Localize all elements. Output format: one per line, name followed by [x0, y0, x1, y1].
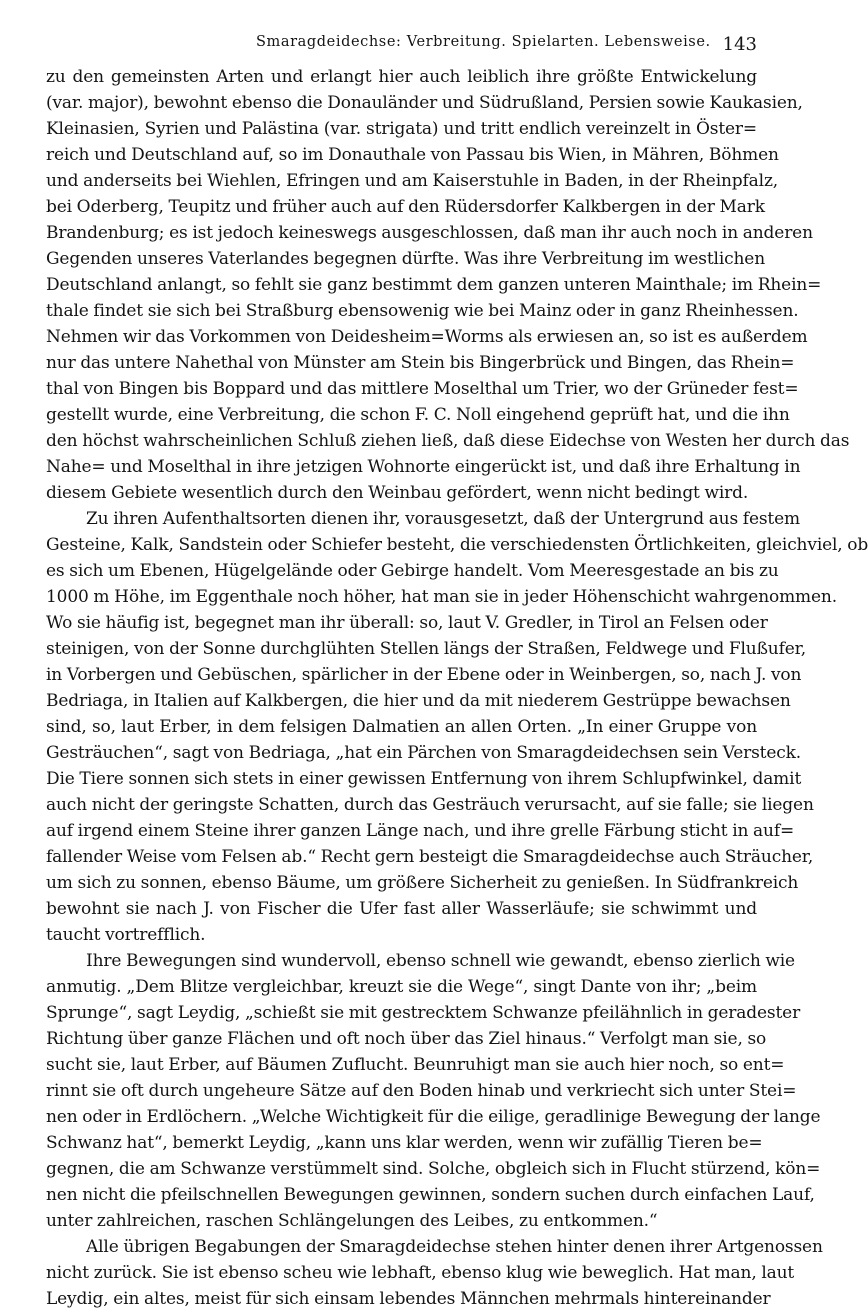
paragraph: [46, 506, 868, 948]
text-line: Leydig, ein altes, meist für sich einsam lebendes Männchen mehrmals hintereinander: [46, 1289, 771, 1309]
text-line: Ihre Bewegungen sind wundervoll, ebenso schnell wie gewandt, ebenso zierlich wie: [86, 951, 795, 971]
text-line: rinnt sie oft durch ungeheure Sätze auf den Boden hinab und verkriecht sich unter Stei=: [46, 1081, 797, 1101]
text-line: Richtung über ganze Flächen und oft noch über das Ziel hinaus.“ Verfolgt man sie, so: [46, 1029, 767, 1049]
text-line: Wo sie häufig ist, begegnet man ihr überall: so, laut V. Gredler, in Tirol an Felsen oder: [46, 613, 768, 633]
text-line: nur das untere Nahethal von Münster am Stein bis Bingerbrück und Bingen, das Rhein=: [46, 353, 795, 373]
text-line: steinigen, von der Sonne durchglühten Stellen längs der Straßen, Feldwege und Flußufer,: [46, 639, 807, 659]
text-line: Schwanz hat“, bemerkt Leydig, „kann uns klar werden, wenn wir zufällig Tieren be=: [46, 1133, 763, 1153]
text-line: auf irgend einem Steine ihrer ganzen Länge nach, und ihre grelle Färbung sticht in auf=: [46, 821, 795, 841]
text-line: bewohnt sie nach J. von Fischer die Ufer fast aller Wasserläufe; sie schwimmt und: [46, 899, 757, 919]
text-line: es sich um Ebenen, Hügelgelände oder Gebirge handelt. Vom Meeresgestade an bis zu: [46, 561, 779, 581]
text-line: auch nicht der geringste Schatten, durch das Gesträuch verursacht, auf sie falle; sie liegen: [46, 795, 814, 815]
text-line: um sich zu sonnen, ebenso Bäume, um größere Sicherheit zu genießen. In Südfrankreich: [46, 873, 799, 893]
text-line: Kleinasien, Syrien und Palästina (var. strigata) und tritt endlich vereinzelt in Öster=: [46, 119, 757, 139]
text-line: 1000 m Höhe, im Eggenthale noch höher, hat man sie in jeder Höhenschicht wahrgenommen.: [46, 587, 837, 607]
text-line: anmutig. „Dem Blitze vergleichbar, kreuzt sie die Wege“, singt Dante von ihr; „beim: [46, 977, 757, 997]
text-line: taucht vortrefflich.: [46, 925, 206, 945]
text-line: gestellt wurde, eine Verbreitung, die schon F. C. Noll eingehend geprüft hat, und die ihn: [46, 405, 790, 425]
text-line: sind, so, laut Erber, in dem felsigen Dalmatien an allen Orten. „In einer Gruppe von: [46, 717, 757, 737]
text-line: nen oder in Erdlöchern. „Welche Wichtigkeit für die eilige, geradlinige Bewegung der lange: [46, 1107, 821, 1127]
text-line: Gegenden unseres Vaterlandes begegnen dürfte. Was ihre Verbreitung im westlichen: [46, 249, 766, 269]
text-line: gegnen, die am Schwanze verstümmelt sind. Solche, obgleich sich in Flucht stürzend, kön=: [46, 1159, 821, 1179]
text-line: nen nicht die pfeilschnellen Bewegungen gewinnen, sondern suchen durch einfachen Lauf,: [46, 1185, 815, 1205]
text-line: reich und Deutschland auf, so im Donauthale von Passau bis Wien, in Mähren, Böhmen: [46, 145, 779, 165]
text-line: bei Oderberg, Teupitz und früher auch auf den Rüdersdorfer Kalkbergen in der Mark: [46, 197, 765, 217]
body-text: [46, 64, 868, 1312]
paragraph: [46, 1234, 823, 1312]
text-line: Gesträuchen“, sagt von Bedriaga, „hat ein Pärchen von Smaragdeidechsen sein Versteck.: [46, 743, 802, 763]
text-line: fallender Weise vom Felsen ab.“ Recht gern besteigt die Smaragdeidechse auch Sträucher,: [46, 847, 814, 867]
text-line: in Vorbergen und Gebüschen, spärlicher in der Ebene oder in Weinbergen, so, nach J. von: [46, 665, 802, 685]
text-line: unter zahlreichen, raschen Schlängelungen des Leibes, zu entkommen.“: [46, 1211, 658, 1231]
text-line: (var. major), bewohnt ebenso die Donauländer und Südrußland, Persien sowie Kaukasien,: [46, 93, 803, 113]
running-head: Smaragdeidechse: Verbreitung. Spielarten. Lebensweise.: [256, 34, 711, 50]
text-line: Bedriaga, in Italien auf Kalkbergen, die hier und da mit niederem Gestrüppe bewachsen: [46, 691, 791, 711]
text-line: den höchst wahrscheinlichen Schluß ziehen ließ, daß diese Eidechse von Westen her durch das: [46, 431, 850, 451]
paragraph: [46, 948, 821, 1234]
text-line: Brandenburg; es ist jedoch keineswegs ausgeschlossen, daß man ihr auch noch in anderen: [46, 223, 813, 243]
text-line: Zu ihren Aufenthaltsorten dienen ihr, vorausgesetzt, daß der Untergrund aus festem: [86, 509, 800, 529]
text-line: nicht zurück. Sie ist ebenso scheu wie lebhaft, ebenso klug wie beweglich. Hat man, laut: [46, 1263, 795, 1283]
text-line: Die Tiere sonnen sich stets in einer gewissen Entfernung von ihrem Schlupfwinkel, damit: [46, 769, 802, 789]
text-line: Alle übrigen Begabungen der Smaragdeidechse stehen hinter denen ihrer Artgenossen: [86, 1237, 823, 1257]
text-line: Gesteine, Kalk, Sandstein oder Schiefer besteht, die verschiedensten Örtlichkeiten, gleichviel, ob: [46, 535, 868, 555]
page-number: 143: [722, 34, 757, 55]
paragraph: [46, 64, 850, 506]
page-header: [46, 0, 757, 64]
text-line: diesem Gebiete wesentlich durch den Weinbau gefördert, wenn nicht bedingt wird.: [46, 483, 749, 503]
text-line: thal von Bingen bis Boppard und das mittlere Moselthal um Trier, wo der Grüneder fest=: [46, 379, 799, 399]
text-line: und anderseits bei Wiehlen, Efringen und am Kaiserstuhle in Baden, in der Rheinpfalz,: [46, 171, 778, 191]
text-line: sucht sie, laut Erber, auf Bäumen Zuflucht. Beunruhigt man sie auch hier noch, so ent=: [46, 1055, 785, 1075]
text-line: Deutschland anlangt, so fehlt sie ganz bestimmt dem ganzen unteren Mainthale; im Rhein=: [46, 275, 822, 295]
text-line: zu den gemeinsten Arten und erlangt hier auch leiblich ihre größte Entwickelung: [46, 67, 757, 87]
text-line: Sprunge“, sagt Leydig, „schießt sie mit gestrecktem Schwanze pfeilähnlich in geradester: [46, 1003, 801, 1023]
text-line: Nehmen wir das Vorkommen von Deidesheim=Worms als erwiesen an, so ist es außerdem: [46, 327, 808, 347]
text-line: thale findet sie sich bei Straßburg ebensowenig wie bei Mainz oder in ganz Rheinhessen.: [46, 301, 799, 321]
text-line: Nahe= und Moselthal in ihre jetzigen Wohnorte eingerückt ist, und daß ihre Erhaltung in: [46, 457, 801, 477]
